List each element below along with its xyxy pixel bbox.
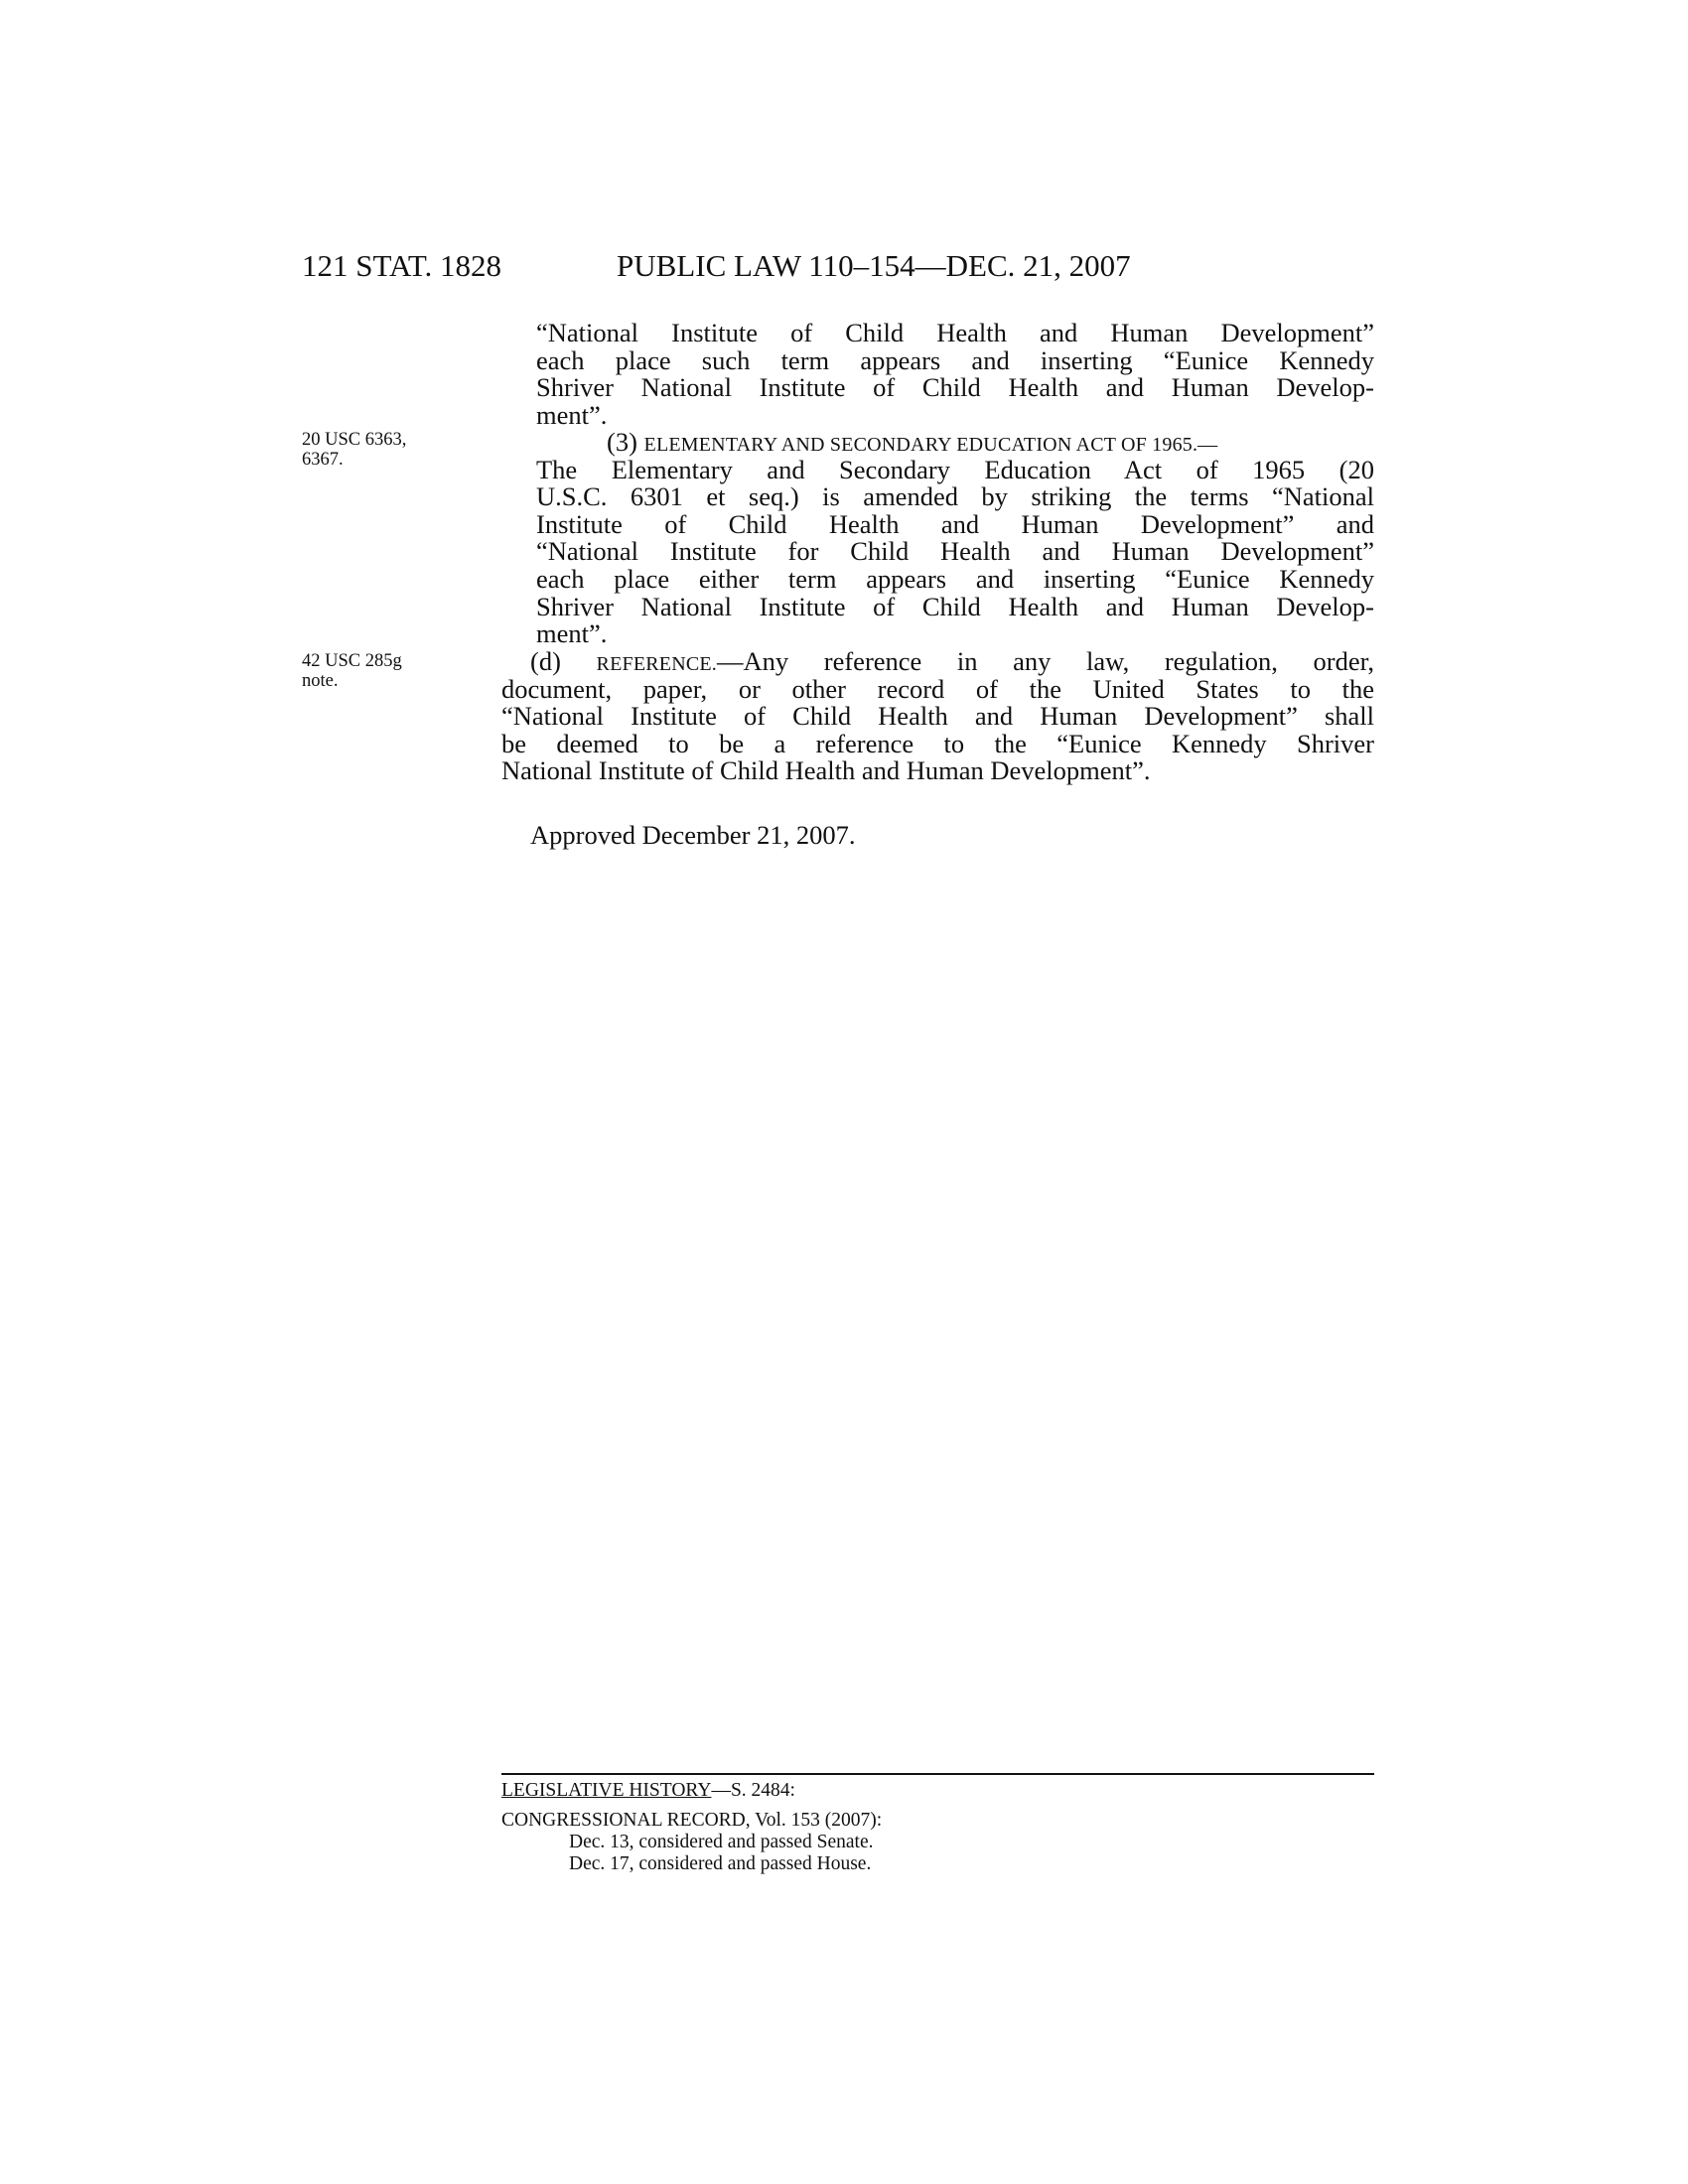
text-line: document, paper, or other record of the United States to the [501, 673, 1374, 704]
text-line: ment”. [536, 399, 608, 430]
history-entry: Dec. 17, considered and passed House. [569, 1853, 872, 1874]
paragraph-3 [536, 429, 1374, 648]
margin-note-1-line2: 6367. [302, 450, 344, 470]
text-line: ment”. [536, 618, 608, 649]
legislative-history-heading [501, 1780, 795, 1801]
approval-date: Approved December 21, 2007. [530, 820, 856, 850]
paragraph-d-number: (d) [530, 646, 561, 676]
margin-note-2-line1: 42 USC 285g [302, 651, 402, 671]
text-line: each place either term appears and inserting “Eunice Kennedy [536, 563, 1374, 594]
margin-note-2-line2: note. [302, 671, 339, 691]
text-line: Shriver National Institute of Child Health and Human Develop- [536, 591, 1374, 621]
congressional-record: CONGRESSIONAL RECORD, Vol. 153 (2007): [501, 1810, 883, 1831]
text-line: “National Institute for Child Health and Human Development” [536, 536, 1374, 567]
paragraph-3-heading-line [536, 429, 1374, 457]
text-line: “National Institute of Child Health and Human Development” shall [501, 701, 1374, 732]
margin-note-1 [302, 430, 406, 470]
legislative-history-title: LEGISLATIVE HISTORY [501, 1780, 712, 1801]
paragraph-d [501, 648, 1374, 785]
margin-note-1-line1: 20 USC 6363, [302, 430, 407, 450]
text-line: each place such term appears and inserting “Eunice Kennedy [536, 344, 1374, 375]
paragraph-3-heading: ELEMENTARY AND SECONDARY EDUCATION ACT OF 1965.— [643, 434, 1218, 456]
text-line: Institute of Child Health and Human Development” and [536, 508, 1374, 539]
legislative-history-bill: —S. 2484: [711, 1780, 795, 1801]
stat-page-number: 121 STAT. 1828 [302, 248, 502, 283]
paragraph-d-first-line-text: —Any reference in any law, regulation, order, [717, 646, 1375, 676]
continuation-paragraph [536, 320, 1374, 429]
text-line: Shriver National Institute of Child Health and Human Develop- [536, 372, 1374, 403]
text-line: be deemed to be a reference to the “Eunice Kennedy Shriver [501, 728, 1374, 758]
footer-divider [501, 1773, 1374, 1775]
paragraph-d-heading: REFERENCE. [596, 653, 717, 675]
paragraph-3-number: (3) [607, 427, 637, 457]
text-line: U.S.C. 6301 et seq.) is amended by striking the terms “National [536, 481, 1374, 512]
text-line: National Institute of Child Health and Human Development”. [501, 755, 1151, 786]
text-line: The Elementary and Secondary Education Act of 1965 (20 [536, 454, 1374, 484]
margin-note-2 [302, 651, 402, 691]
text-line: “National Institute of Child Health and Human Development” [536, 318, 1374, 347]
page-title: PUBLIC LAW 110–154—DEC. 21, 2007 [617, 248, 1131, 283]
paragraph-d-first-line [501, 648, 1374, 676]
history-entry: Dec. 13, considered and passed Senate. [569, 1832, 874, 1852]
